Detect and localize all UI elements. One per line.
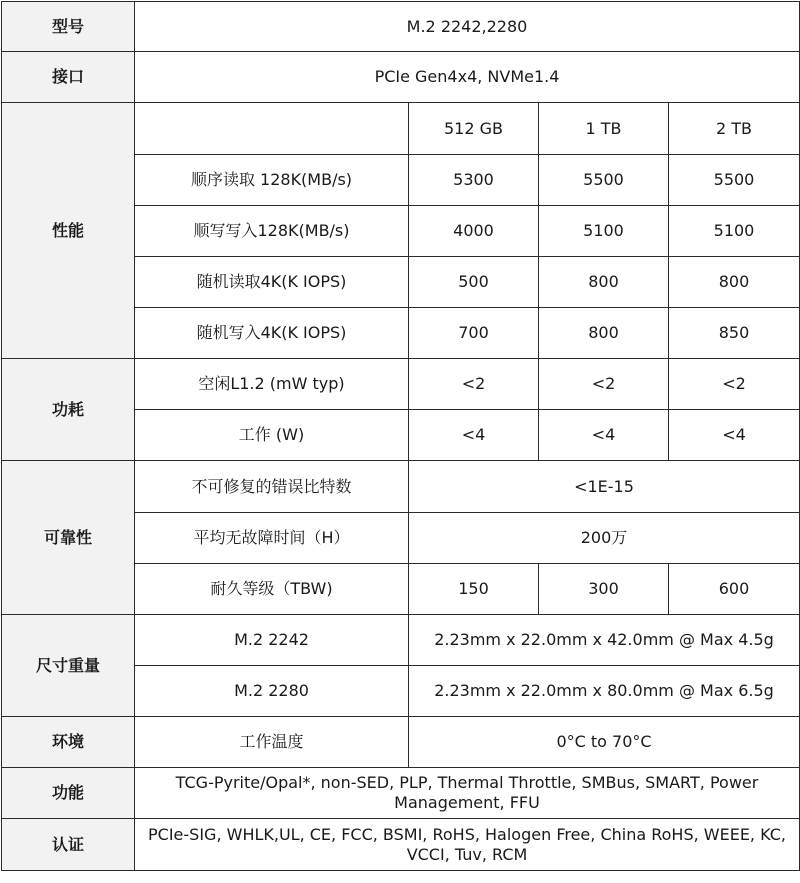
table-row xyxy=(2,103,800,155)
metric-value: 700 xyxy=(409,308,539,359)
metric-value: <4 xyxy=(539,410,669,461)
interface-value: PCIe Gen4x4, NVMe1.4 xyxy=(135,52,800,103)
metric-value: 2.23mm x 22.0mm x 80.0mm @ Max 6.5g xyxy=(409,666,800,717)
metric-value: 800 xyxy=(669,257,800,308)
metric-value: 0°C to 70°C xyxy=(409,717,800,768)
metric-name: M.2 2280 xyxy=(135,666,409,717)
row-label-reliability: 可靠性 xyxy=(2,461,135,615)
capacity-header: 512 GB xyxy=(409,103,539,155)
metric-value: <2 xyxy=(669,359,800,410)
metric-name: 随机写入4K(K IOPS) xyxy=(135,308,409,359)
table-row xyxy=(2,52,800,103)
metric-name: 耐久等级（TBW) xyxy=(135,564,409,615)
row-label-environment: 环境 xyxy=(2,717,135,768)
metric-name: 顺序读取 128K(MB/s) xyxy=(135,155,409,206)
row-label-features: 功能 xyxy=(2,768,135,819)
row-label-certification: 认证 xyxy=(2,819,135,871)
metric-value: 5100 xyxy=(539,206,669,257)
table-row xyxy=(2,2,800,52)
metric-value: 5300 xyxy=(409,155,539,206)
row-label-performance: 性能 xyxy=(2,103,135,359)
metric-value: 4000 xyxy=(409,206,539,257)
metric-value: 800 xyxy=(539,308,669,359)
table-row xyxy=(2,359,800,410)
metric-name: 平均无故障时间（H） xyxy=(135,513,409,564)
spec-table xyxy=(1,1,800,871)
capacity-header-blank xyxy=(135,103,409,155)
capacity-header: 1 TB xyxy=(539,103,669,155)
table-row xyxy=(2,819,800,871)
metric-value: <4 xyxy=(409,410,539,461)
metric-value: <1E-15 xyxy=(409,461,800,513)
table-row xyxy=(2,768,800,819)
metric-value: <4 xyxy=(669,410,800,461)
metric-value: 200万 xyxy=(409,513,800,564)
metric-value: 800 xyxy=(539,257,669,308)
table-row xyxy=(2,461,800,513)
metric-value: 850 xyxy=(669,308,800,359)
certification-value: PCIe-SIG, WHLK,UL, CE, FCC, BSMI, RoHS, Halogen Free, China RoHS, WEEE, KC, VCCI, Tuv, RCM xyxy=(135,819,800,871)
metric-value: 600 xyxy=(669,564,800,615)
metric-value: <2 xyxy=(409,359,539,410)
metric-name: M.2 2242 xyxy=(135,615,409,666)
metric-name: 空闲L1.2 (mW typ) xyxy=(135,359,409,410)
metric-value: 150 xyxy=(409,564,539,615)
features-value: TCG-Pyrite/Opal*, non-SED, PLP, Thermal Throttle, SMBus, SMART, Power Management, FFU xyxy=(135,768,800,819)
metric-value: <2 xyxy=(539,359,669,410)
row-label-interface: 接口 xyxy=(2,52,135,103)
row-label-power: 功耗 xyxy=(2,359,135,461)
metric-value: 2.23mm x 22.0mm x 42.0mm @ Max 4.5g xyxy=(409,615,800,666)
metric-value: 5500 xyxy=(539,155,669,206)
metric-value: 300 xyxy=(539,564,669,615)
model-value: M.2 2242,2280 xyxy=(135,2,800,52)
table-row xyxy=(2,717,800,768)
row-label-dimensions: 尺寸重量 xyxy=(2,615,135,717)
metric-name: 工作温度 xyxy=(135,717,409,768)
metric-value: 500 xyxy=(409,257,539,308)
metric-name: 工作 (W) xyxy=(135,410,409,461)
metric-name: 顺写写入128K(MB/s) xyxy=(135,206,409,257)
capacity-header: 2 TB xyxy=(669,103,800,155)
metric-value: 5500 xyxy=(669,155,800,206)
table-row xyxy=(2,615,800,666)
metric-name: 随机读取4K(K IOPS) xyxy=(135,257,409,308)
metric-name: 不可修复的错误比特数 xyxy=(135,461,409,513)
metric-value: 5100 xyxy=(669,206,800,257)
row-label-model: 型号 xyxy=(2,2,135,52)
